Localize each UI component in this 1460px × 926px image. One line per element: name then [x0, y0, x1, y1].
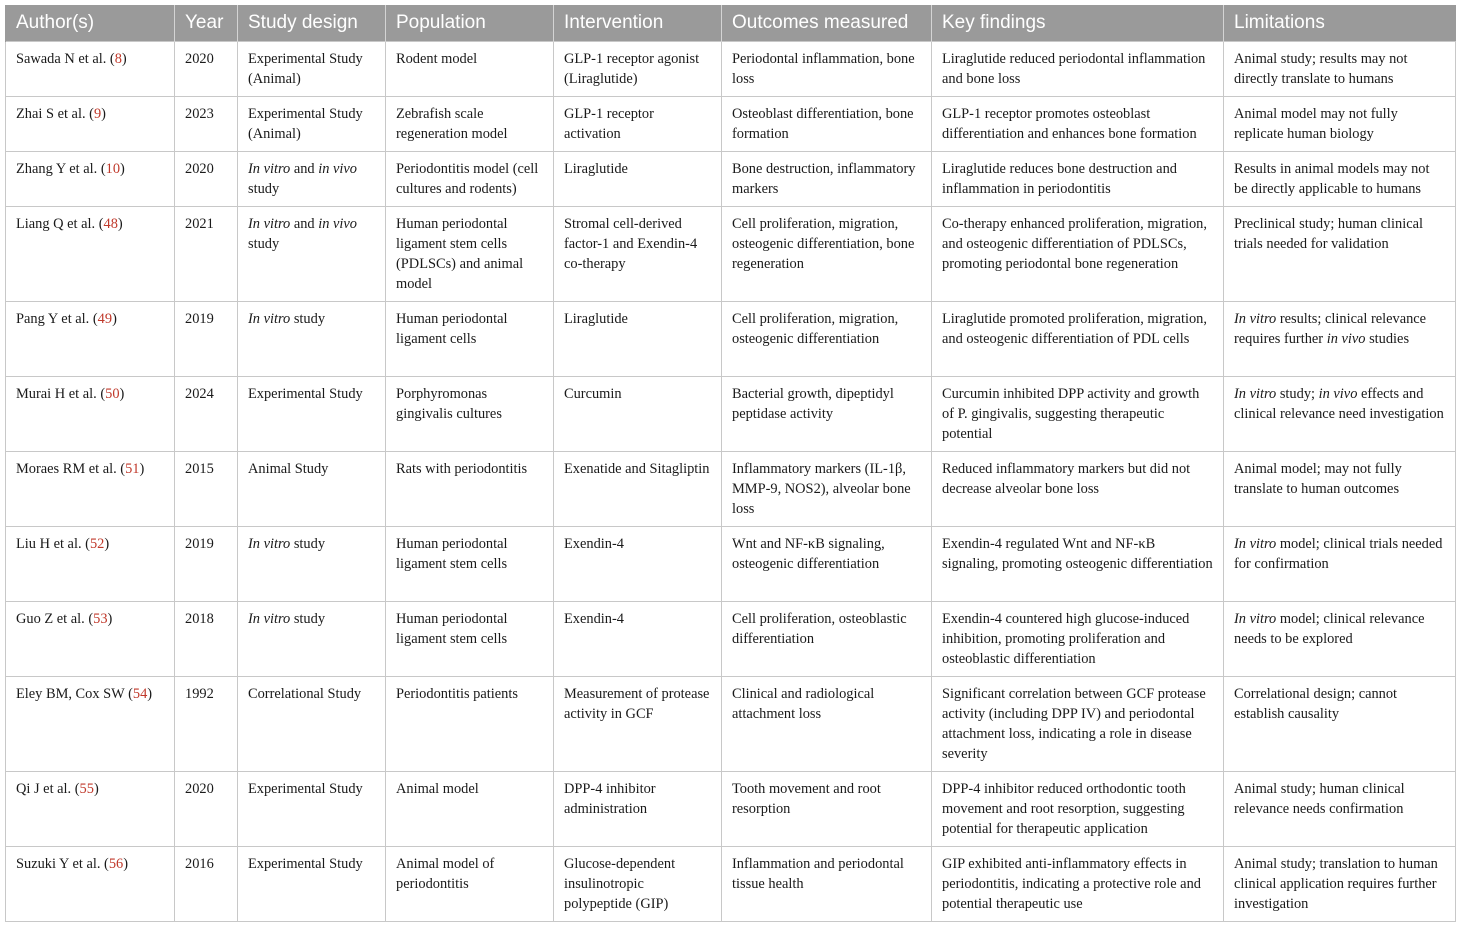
text-segment: results; clinical relevance requires further	[1234, 311, 1427, 347]
study-design-column-header: Study design	[238, 5, 386, 42]
limitations-cell	[1224, 772, 1456, 847]
year-cell: 2015	[175, 452, 238, 527]
reference-close: )	[104, 536, 110, 552]
reference-link[interactable]: 54	[132, 686, 148, 702]
study-design-cell	[238, 677, 386, 772]
reference-link[interactable]: 49	[97, 311, 113, 327]
year-cell: 2023	[175, 97, 238, 152]
italic-term: In vitro	[1234, 311, 1277, 327]
year-column-header: Year	[175, 5, 238, 42]
limitations-cell	[1224, 847, 1456, 922]
table-row	[6, 377, 1456, 452]
outcomes-cell: Cell proliferation, osteoblastic differentiation	[722, 602, 932, 677]
intervention-cell: Exenatide and Sitagliptin	[554, 452, 722, 527]
text-segment: Animal model; may not fully translate to human outcomes	[1234, 461, 1402, 497]
population-cell: Periodontitis model (cell cultures and rodents)	[386, 152, 554, 207]
year-cell: 2016	[175, 847, 238, 922]
reference-close: )	[93, 781, 99, 797]
outcomes-cell: Cell proliferation, migration, osteogenic differentiation	[722, 302, 932, 377]
key-findings-cell: Co-therapy enhanced proliferation, migration, and osteogenic differentiation of PDLSCs, promoting periodontal bone regeneration	[932, 207, 1224, 302]
limitations-cell	[1224, 677, 1456, 772]
population-cell: Rodent model	[386, 42, 554, 97]
table-row	[6, 302, 1456, 377]
limitations-cell	[1224, 602, 1456, 677]
reference-close: )	[112, 311, 117, 327]
year-cell: 1992	[175, 677, 238, 772]
italic-term: In vitro	[1234, 386, 1277, 402]
italic-term: in vivo	[1318, 386, 1358, 402]
key-findings-cell: Liraglutide promoted proliferation, migration, and osteogenic differentiation of PDL cells	[932, 302, 1224, 377]
italic-term: in vivo	[318, 216, 357, 232]
text-segment: Preclinical study; human clinical trials needed for validation	[1234, 216, 1424, 252]
key-findings-column-header: Key findings	[932, 5, 1224, 42]
text-segment: study;	[1276, 386, 1319, 402]
author-name: Eley BM, Cox SW (	[16, 686, 133, 702]
outcomes-cell: Inflammation and periodontal tissue health	[722, 847, 932, 922]
italic-term: In vitro	[248, 536, 291, 552]
author-name: Zhang Y et al. (	[16, 161, 106, 177]
outcomes-cell: Inflammatory markers (IL-1β, MMP-9, NOS2), alveolar bone loss	[722, 452, 932, 527]
reference-link[interactable]: 48	[103, 216, 118, 232]
study-design-cell	[238, 772, 386, 847]
population-cell: Animal model	[386, 772, 554, 847]
italic-term: In vitro	[248, 611, 291, 627]
study-design-cell	[238, 152, 386, 207]
reference-link[interactable]: 55	[79, 781, 94, 797]
author-name: Pang Y et al. (	[16, 311, 98, 327]
study-design-cell	[238, 302, 386, 377]
text-segment: effects and clinical relevance need investigation	[1234, 386, 1444, 422]
year-cell: 2020	[175, 42, 238, 97]
table-header	[6, 5, 1456, 42]
text-segment: Correlational design; cannot establish causality	[1234, 686, 1398, 722]
limitations-cell	[1224, 452, 1456, 527]
key-findings-cell: Exendin-4 countered high glucose-induced inhibition, promoting proliferation and osteoblastic differentiation	[932, 602, 1224, 677]
outcomes-cell: Cell proliferation, migration, osteogenic differentiation, bone regeneration	[722, 207, 932, 302]
study-design-cell	[238, 207, 386, 302]
intervention-cell: Glucose-dependent insulinotropic polypeptide (GIP)	[554, 847, 722, 922]
intervention-cell: Exendin-4	[554, 602, 722, 677]
studies-table	[5, 5, 1456, 922]
year-cell: 2021	[175, 207, 238, 302]
text-segment: Animal model may not fully replicate human biology	[1234, 106, 1398, 142]
intervention-cell: Liraglutide	[554, 302, 722, 377]
intervention-cell: Exendin-4	[554, 527, 722, 602]
limitations-cell	[1224, 152, 1456, 207]
reference-close: )	[119, 386, 125, 402]
text-segment: Experimental Study	[248, 386, 363, 402]
author-cell	[6, 847, 175, 922]
key-findings-cell: Curcumin inhibited DPP activity and growth of P. gingivalis, suggesting therapeutic potential	[932, 377, 1224, 452]
year-cell: 2024	[175, 377, 238, 452]
intervention-cell: Measurement of protease activity in GCF	[554, 677, 722, 772]
population-cell: Animal model of periodontitis	[386, 847, 554, 922]
table-row	[6, 772, 1456, 847]
text-segment: Experimental Study (Animal)	[248, 51, 363, 87]
outcomes-cell: Periodontal inflammation, bone loss	[722, 42, 932, 97]
italic-term: In vitro	[248, 216, 291, 232]
intervention-cell: Curcumin	[554, 377, 722, 452]
population-cell: Human periodontal ligament stem cells (PDLSCs) and animal model	[386, 207, 554, 302]
author-name: Sawada N et al. (	[16, 51, 115, 67]
text-segment: study	[290, 611, 326, 627]
limitations-cell	[1224, 42, 1456, 97]
year-cell: 2018	[175, 602, 238, 677]
text-segment: study	[290, 536, 326, 552]
year-cell: 2020	[175, 772, 238, 847]
text-segment: Experimental Study	[248, 781, 363, 797]
table-row	[6, 97, 1456, 152]
reference-link[interactable]: 9	[93, 106, 102, 122]
author-cell	[6, 772, 175, 847]
reference-close: )	[120, 161, 125, 177]
header-row	[6, 5, 1456, 42]
population-column-header: Population	[386, 5, 554, 42]
reference-close: )	[147, 686, 153, 702]
author-cell	[6, 677, 175, 772]
reference-close: )	[121, 51, 127, 67]
intervention-cell: Liraglutide	[554, 152, 722, 207]
author-name: Moraes RM et al. (	[16, 461, 126, 477]
text-segment: Animal Study	[248, 461, 329, 477]
year-cell: 2020	[175, 152, 238, 207]
outcomes-cell: Tooth movement and root resorption	[722, 772, 932, 847]
outcomes-column-header: Outcomes measured	[722, 5, 932, 42]
reference-close: )	[139, 461, 145, 477]
text-segment: model; clinical relevance needs to be explored	[1234, 611, 1425, 647]
italic-term: in vivo	[318, 161, 357, 177]
author-cell	[6, 42, 175, 97]
author-cell	[6, 452, 175, 527]
reference-link[interactable]: 56	[108, 856, 124, 872]
limitations-cell	[1224, 377, 1456, 452]
population-cell: Periodontitis patients	[386, 677, 554, 772]
reference-link[interactable]: 53	[93, 611, 108, 627]
text-segment: Results in animal models may not be directly applicable to humans	[1234, 161, 1430, 197]
limitations-cell	[1224, 302, 1456, 377]
text-segment: study	[248, 181, 280, 197]
population-cell: Human periodontal ligament stem cells	[386, 602, 554, 677]
text-segment: and	[290, 216, 319, 232]
population-cell: Porphyromonas gingivalis cultures	[386, 377, 554, 452]
key-findings-cell: Significant correlation between GCF protease activity (including DPP IV) and periodontal attachment loss, indicating a role in disease severity	[932, 677, 1224, 772]
author-name: Suzuki Y et al. (	[16, 856, 109, 872]
key-findings-cell: GIP exhibited anti-inflammatory effects in periodontitis, indicating a protective role and potential therapeutic use	[932, 847, 1224, 922]
reference-close: )	[117, 216, 123, 232]
population-cell: Human periodontal ligament stem cells	[386, 527, 554, 602]
text-segment: Experimental Study	[248, 856, 363, 872]
author-cell	[6, 527, 175, 602]
table-row	[6, 152, 1456, 207]
population-cell: Human periodontal ligament cells	[386, 302, 554, 377]
limitations-column-header: Limitations	[1224, 5, 1456, 42]
text-segment: Animal study; human clinical relevance needs confirmation	[1234, 781, 1405, 817]
italic-term: In vitro	[1234, 536, 1277, 552]
limitations-cell	[1224, 97, 1456, 152]
text-segment: study	[290, 311, 326, 327]
study-design-cell	[238, 452, 386, 527]
author-cell	[6, 152, 175, 207]
author-cell	[6, 602, 175, 677]
year-cell: 2019	[175, 527, 238, 602]
table-row	[6, 602, 1456, 677]
population-cell: Zebrafish scale regeneration model	[386, 97, 554, 152]
limitations-cell	[1224, 207, 1456, 302]
reference-link[interactable]: 8	[114, 51, 122, 67]
limitations-cell	[1224, 527, 1456, 602]
study-design-cell	[238, 602, 386, 677]
key-findings-cell: GLP-1 receptor promotes osteoblast differentiation and enhances bone formation	[932, 97, 1224, 152]
text-segment: Experimental Study (Animal)	[248, 106, 363, 142]
reference-close: )	[101, 106, 106, 122]
author-name: Murai H et al. (	[16, 386, 106, 402]
author-cell	[6, 302, 175, 377]
key-findings-cell: DPP-4 inhibitor reduced orthodontic tooth movement and root resorption, suggesting potential for therapeutic application	[932, 772, 1224, 847]
table-row	[6, 42, 1456, 97]
author-cell	[6, 97, 175, 152]
author-column-header: Author(s)	[6, 5, 175, 42]
text-segment: Correlational Study	[248, 686, 362, 702]
outcomes-cell: Clinical and radiological attachment loss	[722, 677, 932, 772]
study-design-cell	[238, 847, 386, 922]
table-body	[6, 42, 1456, 922]
intervention-cell: DPP-4 inhibitor administration	[554, 772, 722, 847]
author-name: Zhai S et al. (	[16, 106, 94, 122]
outcomes-cell: Osteoblast differentiation, bone formation	[722, 97, 932, 152]
author-cell	[6, 207, 175, 302]
intervention-cell: GLP-1 receptor activation	[554, 97, 722, 152]
italic-term: In vitro	[248, 311, 291, 327]
outcomes-cell: Wnt and NF-κB signaling, osteogenic differentiation	[722, 527, 932, 602]
italic-term: in vivo	[1326, 331, 1366, 347]
reference-close: )	[107, 611, 113, 627]
intervention-cell: GLP-1 receptor agonist (Liraglutide)	[554, 42, 722, 97]
study-design-cell	[238, 527, 386, 602]
author-cell	[6, 377, 175, 452]
reference-link[interactable]: 50	[105, 386, 120, 402]
key-findings-cell: Reduced inflammatory markers but did not decrease alveolar bone loss	[932, 452, 1224, 527]
text-segment: Animal study; translation to human clinical application requires further investigation	[1234, 856, 1438, 912]
reference-link[interactable]: 10	[105, 161, 121, 177]
reference-link[interactable]: 52	[89, 536, 105, 552]
outcomes-cell: Bacterial growth, dipeptidyl peptidase activity	[722, 377, 932, 452]
intervention-column-header: Intervention	[554, 5, 722, 42]
outcomes-cell: Bone destruction, inflammatory markers	[722, 152, 932, 207]
reference-close: )	[123, 856, 129, 872]
study-design-cell	[238, 97, 386, 152]
text-segment: and	[290, 161, 319, 177]
population-cell: Rats with periodontitis	[386, 452, 554, 527]
author-name: Guo Z et al. (	[16, 611, 94, 627]
study-design-cell	[238, 42, 386, 97]
study-design-cell	[238, 377, 386, 452]
table-row	[6, 677, 1456, 772]
table-row	[6, 207, 1456, 302]
text-segment: Animal study; results may not directly translate to humans	[1234, 51, 1408, 87]
text-segment: study	[248, 236, 280, 252]
text-segment: studies	[1365, 331, 1410, 347]
text-segment: model; clinical trials needed for confirmation	[1234, 536, 1443, 572]
table-row	[6, 847, 1456, 922]
key-findings-cell: Liraglutide reduces bone destruction and inflammation in periodontitis	[932, 152, 1224, 207]
author-name: Liang Q et al. (	[16, 216, 104, 232]
table-row	[6, 452, 1456, 527]
key-findings-cell: Exendin-4 regulated Wnt and NF-κB signaling, promoting osteogenic differentiation	[932, 527, 1224, 602]
year-cell: 2019	[175, 302, 238, 377]
author-name: Liu H et al. (	[16, 536, 90, 552]
key-findings-cell: Liraglutide reduced periodontal inflammation and bone loss	[932, 42, 1224, 97]
table-row	[6, 527, 1456, 602]
italic-term: In vitro	[248, 161, 291, 177]
italic-term: In vitro	[1234, 611, 1277, 627]
reference-link[interactable]: 51	[125, 461, 140, 477]
intervention-cell: Stromal cell-derived factor-1 and Exendin-4 co-therapy	[554, 207, 722, 302]
author-name: Qi J et al. (	[16, 781, 80, 797]
